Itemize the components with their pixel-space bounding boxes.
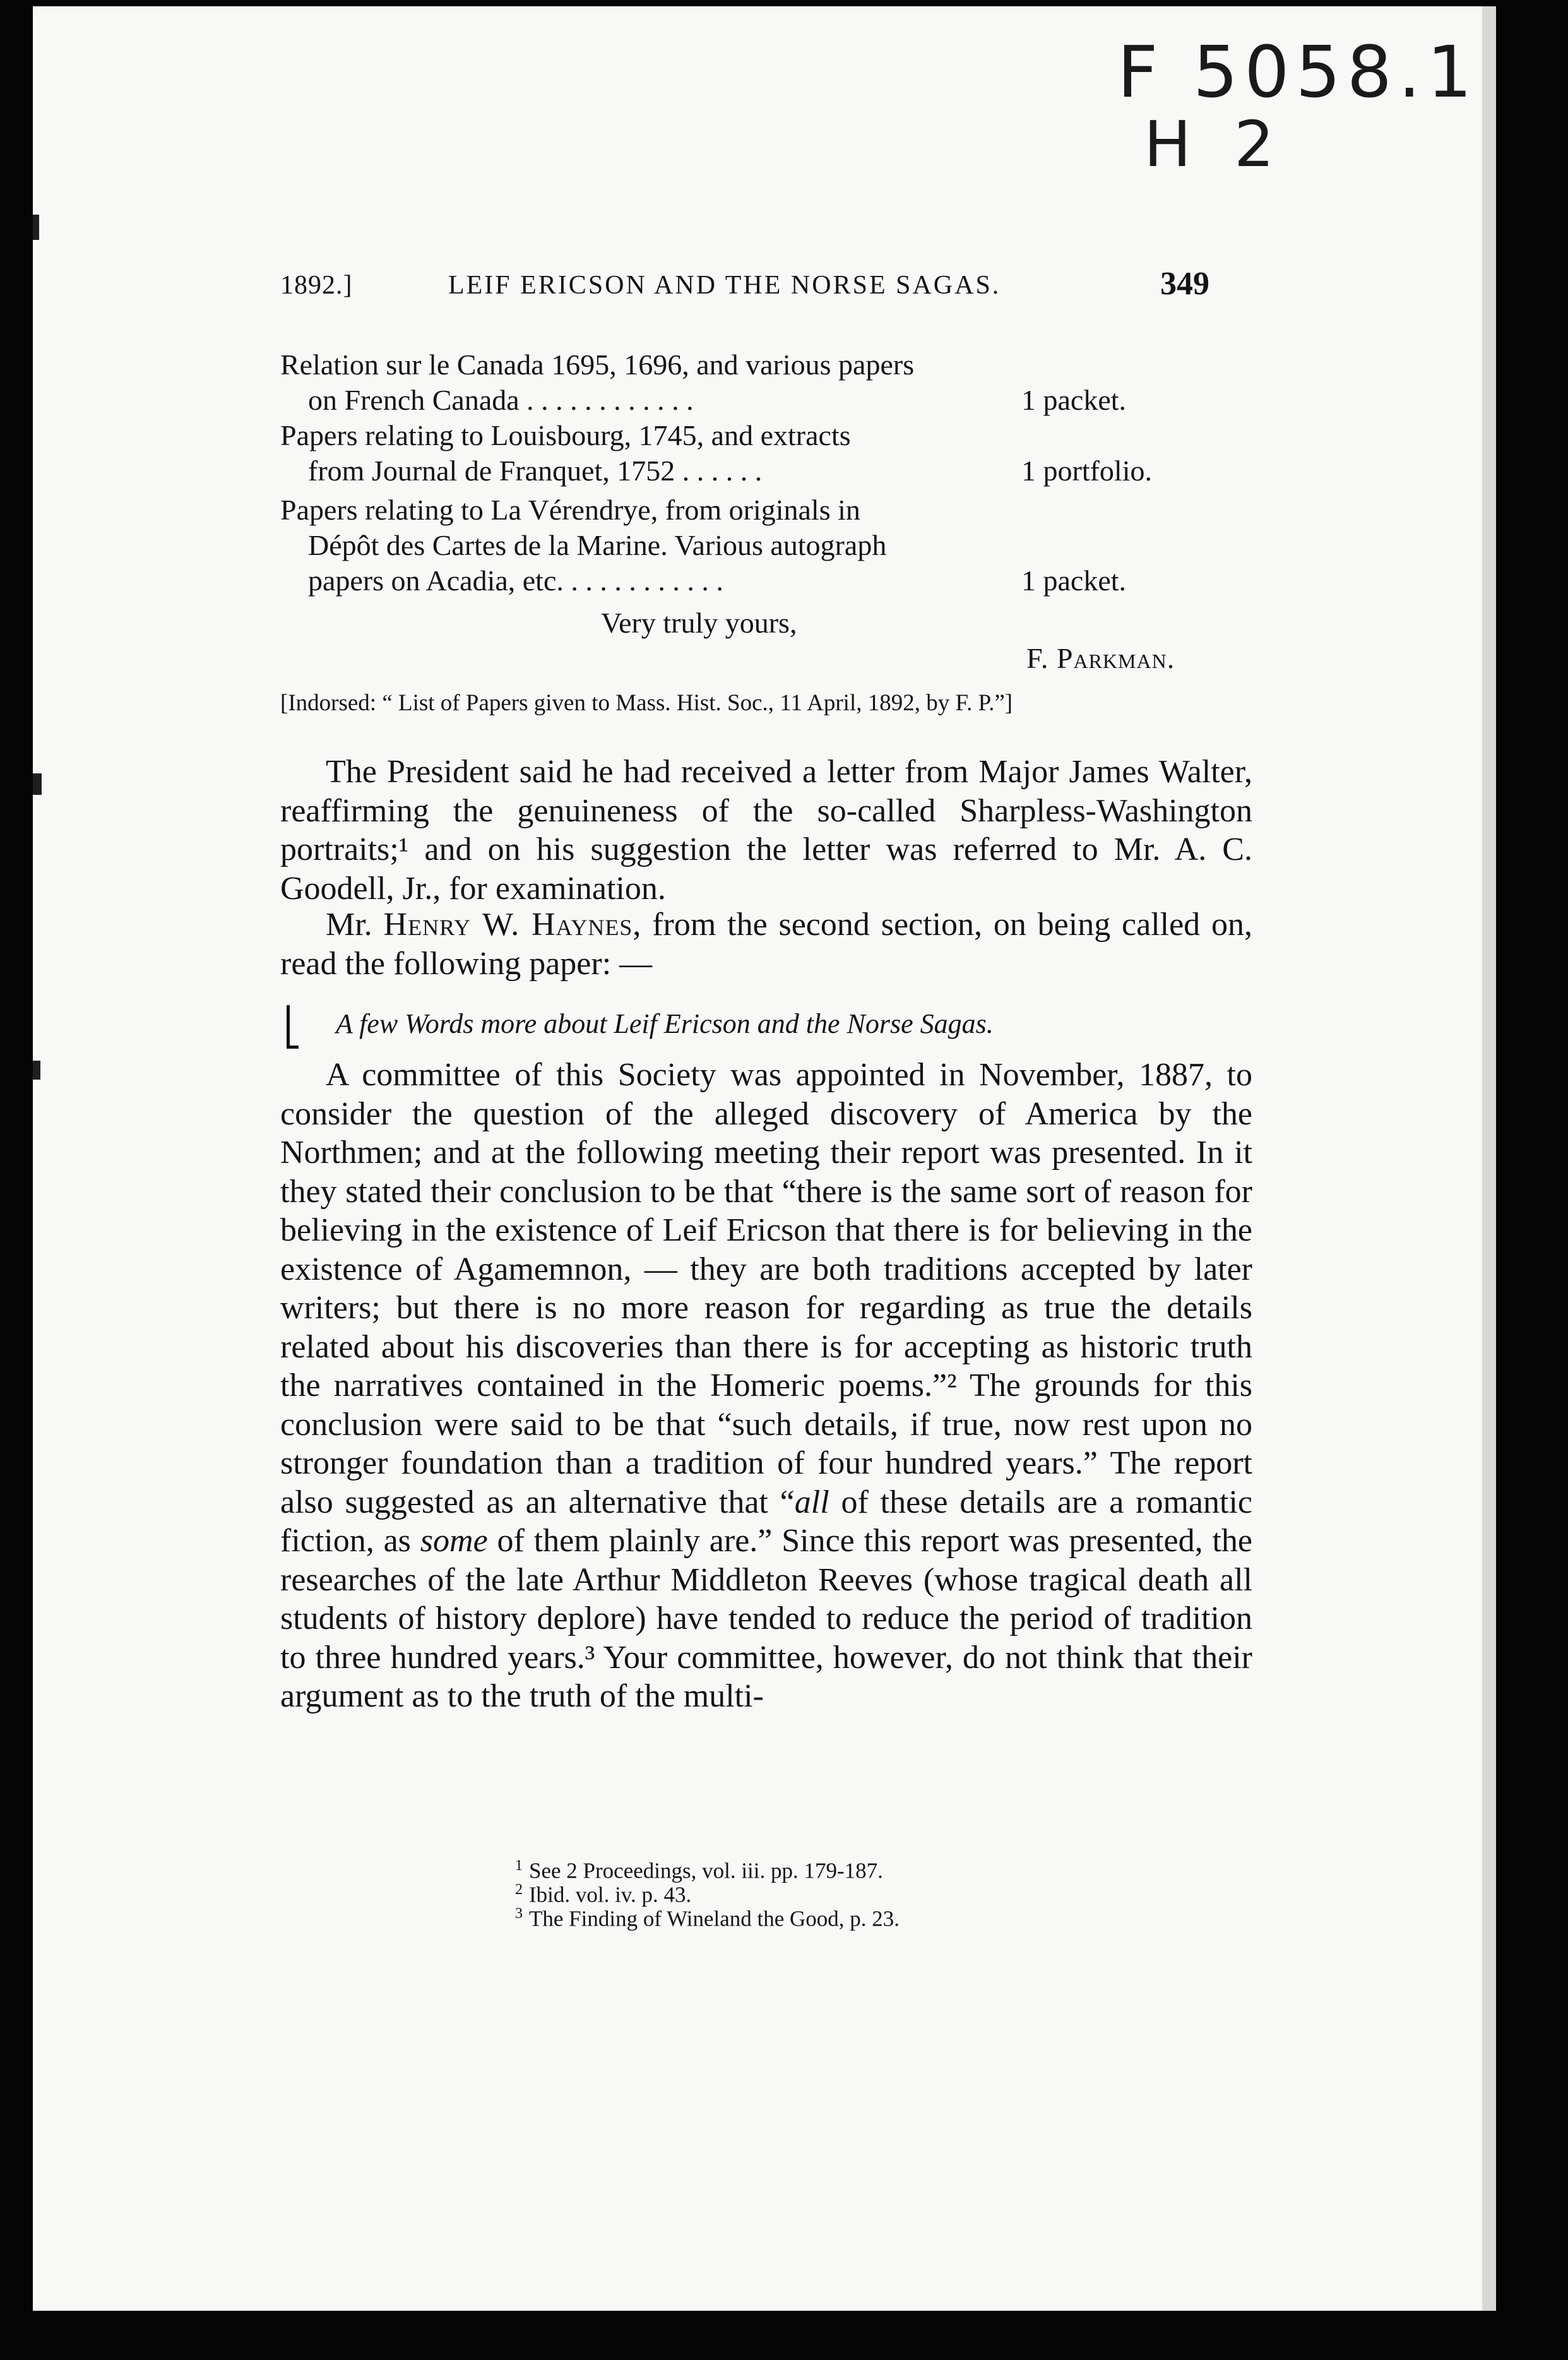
list-item-line: Relation sur le Canada 1695, 1696, and various papers [280,349,915,381]
document-page [33,6,1496,2311]
handwritten-shelf-mark: H 2 [1144,107,1286,181]
handwritten-call-number: F 5058.1 [1117,32,1478,114]
footnote: $^1$ See 2 Proceedings, vol. iii. pp. 179-187. [515,1857,883,1883]
article-title: A few Words more about Leif Ericson and the Norse Sagas. [336,1008,994,1039]
list-item-line: on French Canada . . . . . . . . . . . . [308,384,694,416]
signature: F. Parkman. [1026,642,1175,674]
footnote: $^3$ The Finding of Wineland the Good, p. 23. [515,1905,900,1931]
list-item-line: Papers relating to Louisbourg, 1745, and extracts [280,419,851,451]
paragraph-president: The President said he had received a letter from Major James Walter, reaffirming the genuineness of the so-called Sharpless-Washington portraits;¹ and on his suggestion the letter was referred to Mr. A. C. Goodell, Jr., for examination. [280,754,1252,907]
closing: Very truly yours, [601,607,797,639]
list-item-quantity: 1 portfolio. [1021,455,1152,487]
binding-mark [33,215,39,240]
paragraph-haynes: Mr. Henry W. Haynes, from the second section, on being called on, read the following paper: — [280,907,1253,982]
binding-mark [1482,6,1496,2311]
header-title: LEIF ERICSON AND THE NORSE SAGAS. [448,271,1001,300]
list-item-line: papers on Acadia, etc. . . . . . . . . . . . [308,564,723,597]
list-item-line: Dépôt des Cartes de la Marine. Various autograph [308,529,887,561]
binding-mark [33,1061,40,1080]
header-year: 1892.] [280,271,353,300]
article-body: A committee of this Society was appointed in November, 1887, to consider the question of the alleged discovery of America by the Northmen; and at the following meeting their report was presented. In it they stated their conclusion to be that “there is the same sort of reason for believing in the existence of Leif Ericson that there is for believing in the existence of Agamemnon, — they are both traditions accepted by later writers; but there is no more reason for regarding as true the details related about his discoveries than there is for accepting as historic truth the narratives contained in the Homeric poems.”² The grounds for this conclusion were said to be that “such details, if true, now rest upon no stronger foundation than a tradition of four hundred years.” The report also suggested as an alternative that “all of these details are a romantic fiction, as some of them plainly are.” Since this report was presented, the researches of the late Arthur Middleton Reeves (whose tragical death all students of history deplore) have tended to reduce the period of tradition to three hundred years.³ Your committee, however, do not think that their argument as to the truth of the multi- [280,1057,1252,1714]
page-number: 349 [1160,266,1209,302]
bracket-mark [287,1005,299,1049]
list-item-line: Papers relating to La Vérendrye, from originals in [280,494,860,526]
binding-mark [33,773,42,795]
footnote: $^2$ Ibid. vol. iv. p. 43. [515,1881,692,1907]
list-item-quantity: 1 packet. [1021,384,1127,416]
indorsement: [Indorsed: “ List of Papers given to Mass. Hist. Soc., 11 April, 1892, by F. P.”] [280,690,1013,716]
list-item-quantity: 1 packet. [1021,564,1127,597]
list-item-line: from Journal de Franquet, 1752 . . . . . . [308,455,763,487]
